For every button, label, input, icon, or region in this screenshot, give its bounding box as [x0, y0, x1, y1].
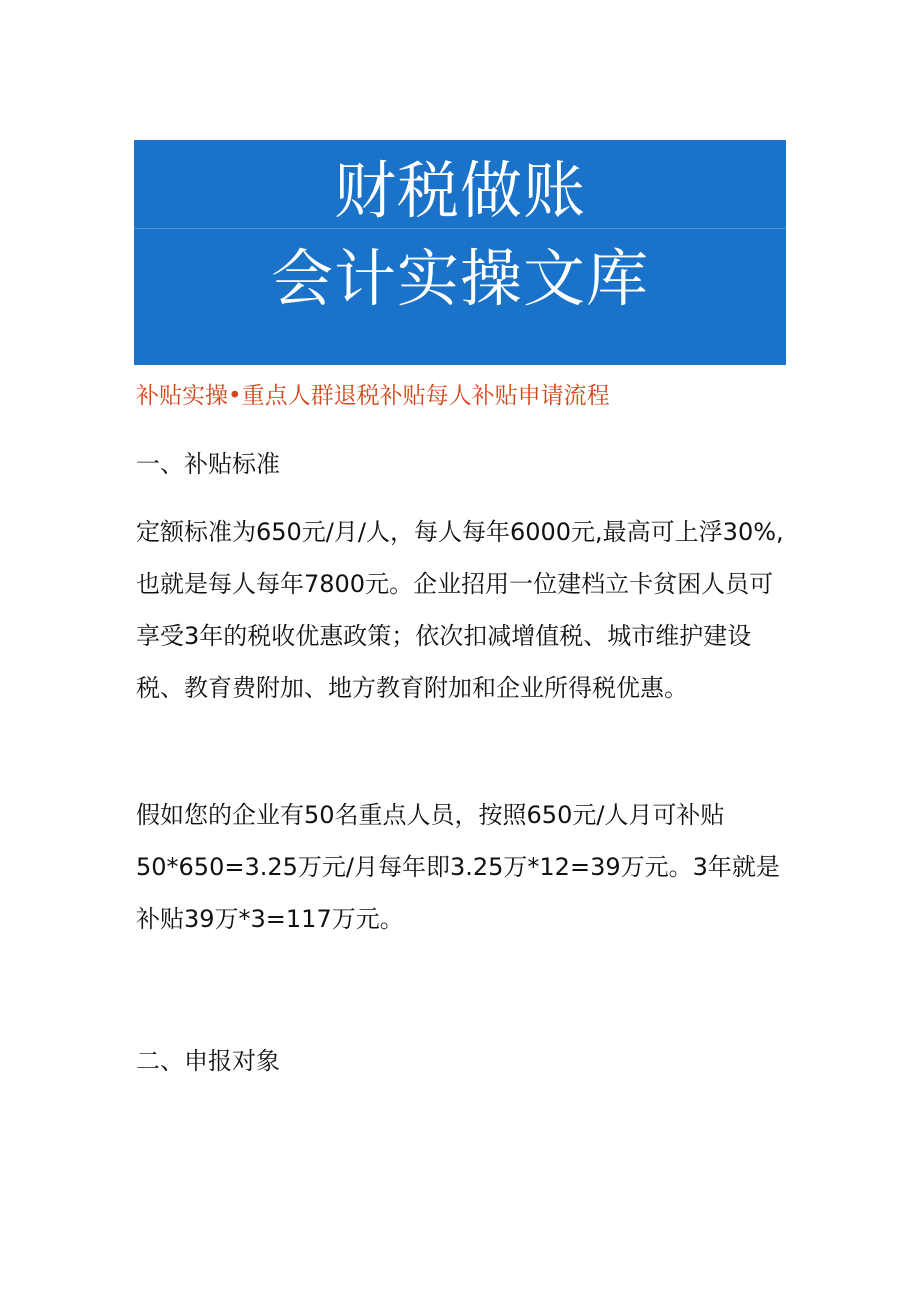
section-heading-applicants: 二、申报对象: [136, 1047, 280, 1075]
paragraph-line: 50*650=3.25万元/月每年即3.25万*12=39万元。3年就是: [136, 853, 780, 881]
banner-title-line-1: 财税做账: [333, 154, 586, 227]
paragraph-line: 补贴39万*3=117万元。: [136, 905, 404, 933]
paragraph-subsidy-standard: [136, 506, 796, 714]
paragraph-line: 也就是每人每年7800元。企业招用一位建档立卡贫困人员可: [136, 570, 774, 598]
section-heading-subsidy-standard: 一、补贴标准: [136, 450, 280, 478]
paragraph-subsidy-example: [136, 789, 796, 945]
title-banner: [134, 140, 786, 365]
paragraph-line: 假如您的企业有50名重点人员，按照650元/人月可补贴: [136, 801, 725, 829]
paragraph-line: 税、教育费附加、地方教育附加和企业所得税优惠。: [136, 674, 688, 702]
banner-title-line-2: 会计实操文库: [270, 242, 649, 315]
paragraph-line: 定额标准为650元/月/人，每人每年6000元,最高可上浮30%,: [136, 518, 784, 546]
paragraph-line: 享受3年的税收优惠政策；依次扣减增值税、城市维护建设: [136, 622, 752, 650]
document-subtitle: 补贴实操•重点人群退税补贴每人补贴申请流程: [136, 383, 610, 409]
banner-divider: [134, 228, 786, 229]
